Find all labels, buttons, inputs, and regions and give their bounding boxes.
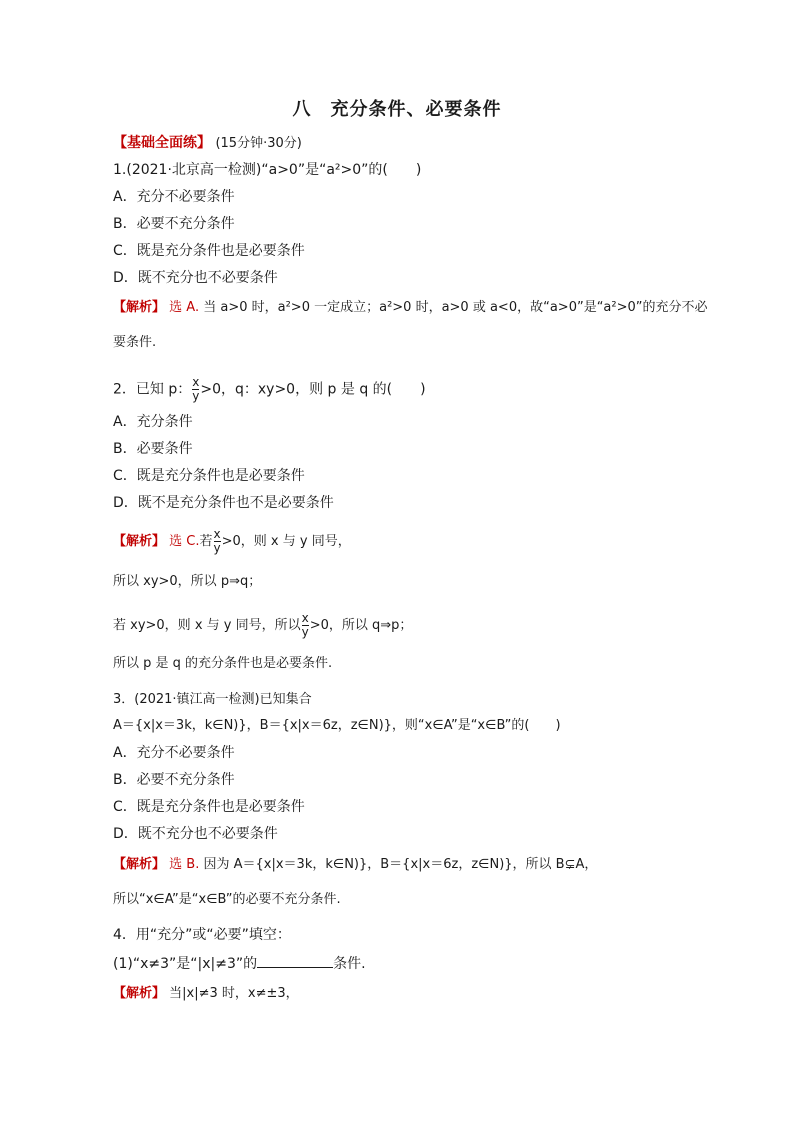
q4-sub1-post: 条件. [333,956,366,972]
q3-analysis-tag: 【解析】 [113,857,166,872]
q2-line3-post: >0，所以 q⇒p； [309,618,413,633]
q2-option-c: C．既是充分条件也是必要条件 [113,468,305,484]
q2-option-b: B．必要条件 [113,441,193,457]
q1-option-c: C．既是充分条件也是必要条件 [113,243,305,259]
q3-stem-line1: 3．(2021·镇江高一检测)已知集合 [113,692,312,707]
q2-stem-post: >0，q：xy>0，则 p 是 q 的( ) [200,381,426,398]
q3-answer: 选 B. [169,857,200,872]
q4-analysis-tag: 【解析】 [113,986,166,1001]
section-tag: 【基础全面练】 [113,135,211,151]
q2-line3-fraction [302,612,309,639]
q2-stem-fraction [192,376,199,403]
q3-option-c: C．既是充分条件也是必要条件 [113,799,305,815]
fraction-denominator: y [213,541,221,555]
q2-analysis-line2: 所以 xy>0，所以 p⇒q； [113,574,262,589]
section-header [113,133,302,154]
q4-sub1 [113,953,366,974]
page-title: 八 充分条件、必要条件 [292,99,502,120]
q2-option-a: A．充分条件 [113,414,193,430]
q4-analysis-text: 当|x|≠3 时，x≠±3， [169,986,299,1001]
q3-stem-line2: A＝{x|x＝3k，k∈N)}，B＝{x|x＝6z，z∈N)}，则“x∈A”是“x∈B”的( ) [113,718,561,733]
q1-analysis [113,298,708,318]
q1-analysis-tag: 【解析】 [113,300,166,315]
q2-stem-pre: 2．已知 p： [113,381,192,398]
q4-sub1-pre: (1)“x≠3”是“|x|≠3”的 [113,956,258,972]
answer-blank[interactable] [257,953,333,968]
section-time: (15分钟·30分) [215,136,302,151]
q1-option-d: D．既不充分也不必要条件 [113,270,278,286]
q2-analysis-fraction [214,528,221,555]
q2-option-d: D．既不是充分条件也不是必要条件 [113,495,334,511]
q3-option-b: B．必要不充分条件 [113,772,235,788]
q2-stem [113,376,426,403]
q2-line3-pre: 若 xy>0，则 x 与 y 同号，所以 [113,618,301,633]
q2-analysis-tag: 【解析】 [113,534,166,549]
q1-option-a: A．充分不必要条件 [113,189,235,205]
q1-option-b: B．必要不充分条件 [113,216,235,232]
fraction-denominator: y [192,389,200,403]
q1-analysis-text: 当 a>0 时，a²>0 一定成立；a²>0 时，a>0 或 a<0，故“a>0”是“a²>0”的充分不必 [203,300,708,315]
q2-answer: 选 C. [169,534,200,549]
q1-stem: 1.(2021·北京高一检测)“a>0”是“a²>0”的( ) [113,162,422,178]
q3-analysis [113,855,597,875]
q2-analysis-post: >0，则 x 与 y 同号， [221,534,351,549]
q4-stem: 4．用“充分”或“必要”填空： [113,927,291,943]
fraction-numerator: x [301,611,309,625]
q2-analysis [113,528,351,555]
q3-option-a: A．充分不必要条件 [113,745,235,761]
q2-analysis-line4: 所以 p 是 q 的充分条件也是必要条件. [113,656,333,671]
q2-analysis-pre: 若 [199,534,213,549]
q3-option-d: D．既不充分也不必要条件 [113,826,278,842]
q4-analysis [113,984,299,1004]
q1-answer: 选 A. [169,300,200,315]
q3-analysis-text: 因为 A＝{x|x＝3k，k∈N)}，B＝{x|x＝6z，z∈N)}，所以 B⊊A， [203,857,598,872]
fraction-numerator: x [213,527,221,541]
q3-analysis-line2: 所以“x∈A”是“x∈B”的必要不充分条件. [113,892,341,907]
q2-analysis-line3 [113,612,412,639]
fraction-denominator: y [301,625,309,639]
fraction-numerator: x [192,375,200,389]
q1-analysis-line2: 要条件. [113,335,157,350]
